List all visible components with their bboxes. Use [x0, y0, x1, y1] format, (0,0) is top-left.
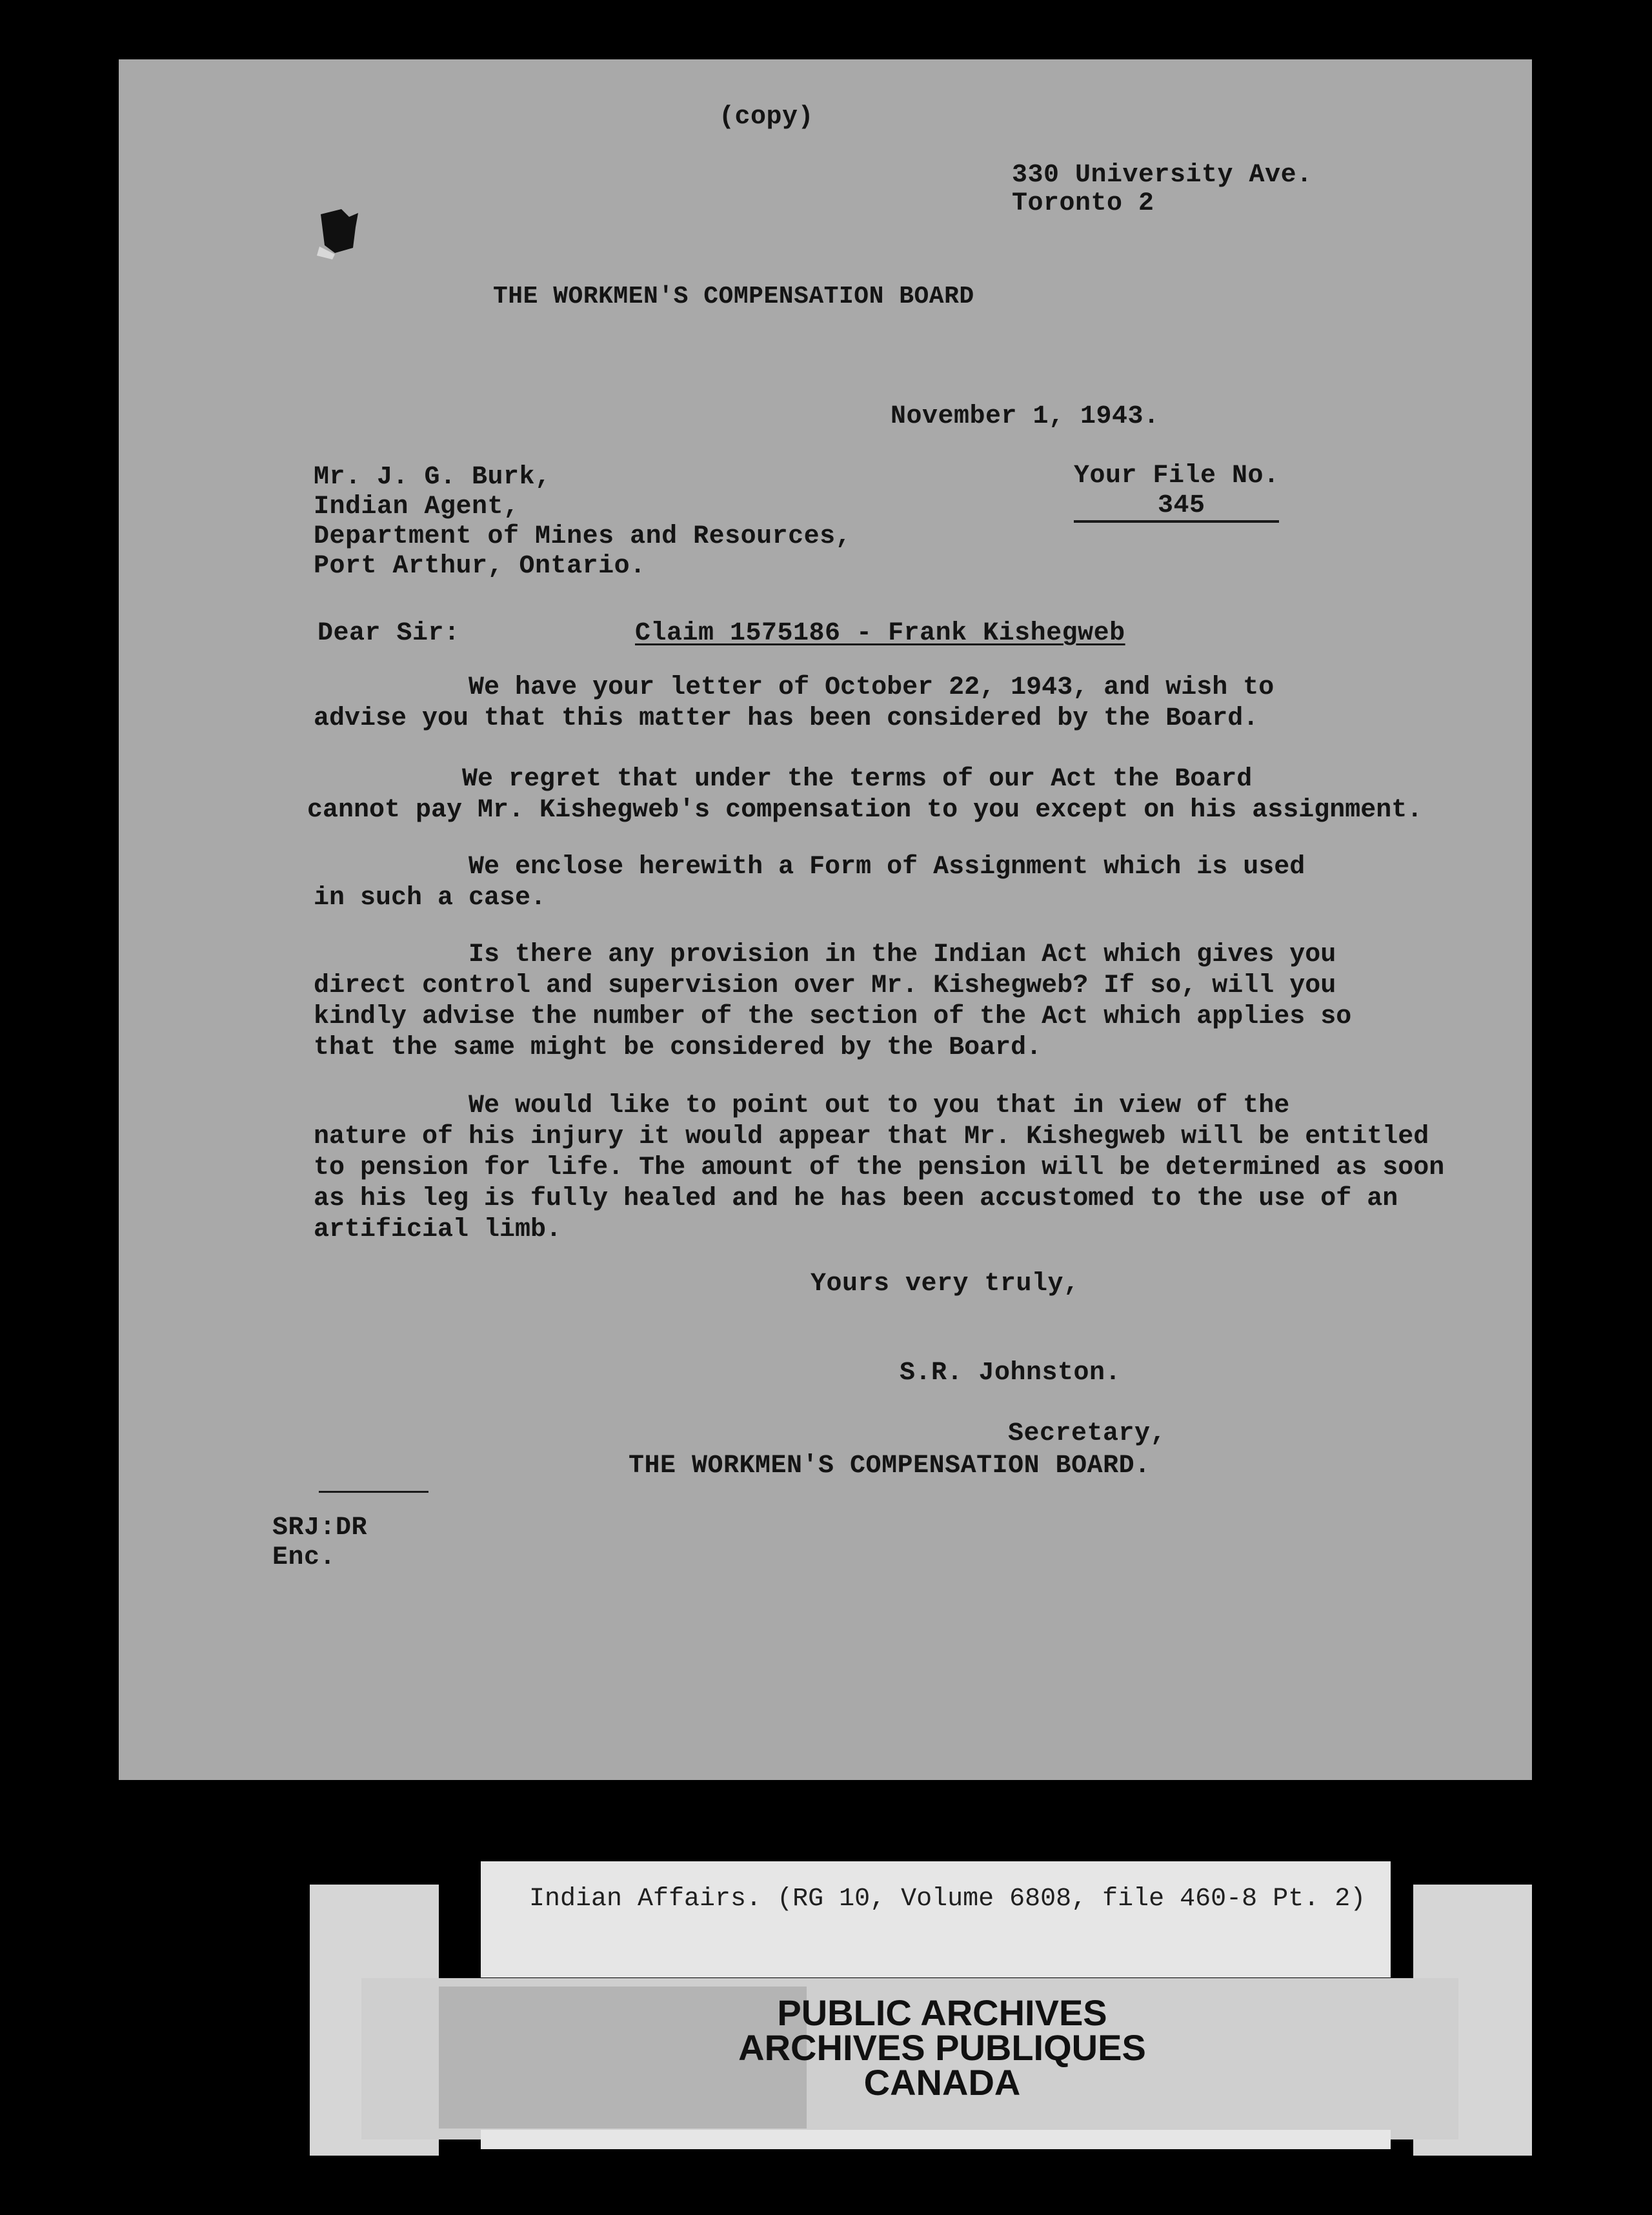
subject-line: Claim 1575186 - Frank Kishegweb — [635, 619, 1125, 648]
salutation: Dear Sir: — [317, 619, 460, 648]
typist-initials: SRJ:DR — [272, 1513, 368, 1542]
recipient-line-1: Mr. J. G. Burk, — [314, 463, 551, 492]
enclosure-note: Enc. — [272, 1543, 336, 1572]
ink-smudge-mark — [316, 208, 361, 259]
closing: Yours very truly, — [811, 1269, 1080, 1299]
paragraph-5: We would like to point out to you that in view of the nature of his injury it would appear that Mr. Kishegweb will be entitled to pension for life. The amount of the pension will be determined as soon as his leg is fully healed and he has been accustomed to the use of an artificial limb. — [314, 1091, 1445, 1244]
file-number-rule — [1074, 520, 1279, 523]
archive-reference-card — [481, 1861, 1391, 1977]
archive-card-bottom — [481, 2130, 1391, 2149]
letter-page — [119, 59, 1532, 1780]
recipient-line-2: Indian Agent, — [314, 492, 519, 521]
letter-date: November 1, 1943. — [891, 402, 1160, 431]
letterhead: THE WORKMEN'S COMPENSATION BOARD — [493, 283, 974, 310]
signature-rule — [319, 1491, 428, 1493]
recipient-line-3: Department of Mines and Resources, — [314, 522, 852, 551]
recipient-line-4: Port Arthur, Ontario. — [314, 552, 646, 581]
paragraph-1: We have your letter of October 22, 1943, and wish to advise you that this matter has been considered by the Board. — [314, 673, 1274, 733]
signer-organization: THE WORKMEN'S COMPENSATION BOARD. — [629, 1451, 1151, 1481]
paragraph-3: We enclose herewith a Form of Assignment which is used in such a case. — [314, 853, 1305, 913]
address-line-2: Toronto 2 — [1012, 189, 1154, 218]
archive-stamp-line-3: CANADA — [863, 2062, 1021, 2103]
paragraph-2: We regret that under the terms of our Act the Board cannot pay Mr. Kishegweb's compensation to you except on his assignment. — [307, 765, 1423, 825]
archive-stamp-line-1: PUBLIC ARCHIVES — [777, 1992, 1107, 2033]
signer-name: S.R. Johnston. — [900, 1359, 1122, 1388]
signer-title: Secretary, — [1008, 1419, 1167, 1448]
address-line-1: 330 University Ave. — [1012, 161, 1313, 190]
file-label: Your File No. — [1074, 461, 1280, 491]
archive-stamp-line-2: ARCHIVES PUBLIQUES — [738, 2027, 1146, 2068]
copy-mark: (copy) — [719, 103, 814, 132]
file-number: 345 — [1158, 491, 1205, 520]
paragraph-4: Is there any provision in the Indian Act which gives you direct control and supervision over Mr. Kishegweb? If so, will you kindly advise the number of the section of the Act which applies so that the same might be considered by the Board. — [314, 940, 1352, 1062]
archive-reference: Indian Affairs. (RG 10, Volume 6808, file 460-8 Pt. 2) — [529, 1885, 1366, 1914]
